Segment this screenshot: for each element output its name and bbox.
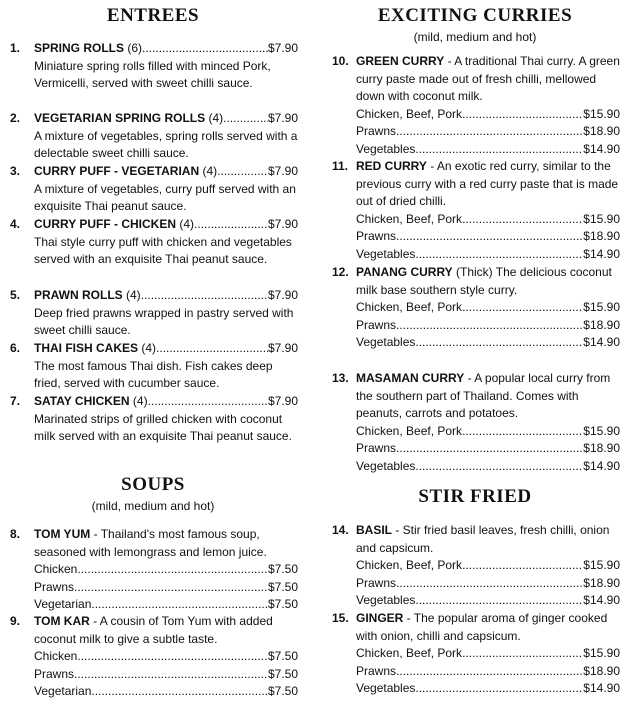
- item-price: $7.90: [267, 341, 298, 355]
- menu-item-thai-fish-cakes: [8, 340, 298, 393]
- option-price: $18.90: [583, 575, 620, 590]
- item-name: RED CURRY: [356, 159, 427, 173]
- item-name: SATAY CHICKEN: [34, 394, 130, 408]
- item-qty: (6): [127, 41, 143, 55]
- option-price: $18.90: [583, 317, 620, 332]
- option-label: Chicken, Beef, Pork: [356, 423, 463, 438]
- item-price: $7.90: [267, 394, 298, 408]
- item-name: SPRING ROLLS: [34, 41, 125, 55]
- option-label: Chicken: [34, 649, 78, 664]
- option-label: Prawns: [356, 229, 397, 244]
- menu-item-ginger: [330, 610, 620, 698]
- item-name: TOM KAR: [34, 614, 90, 628]
- option-price: $15.90: [583, 423, 620, 438]
- item-number: 11.: [332, 159, 349, 173]
- option-label: Vegetables: [356, 335, 416, 350]
- option-price: $18.90: [583, 663, 620, 678]
- menu-item-masaman-curry: [330, 370, 620, 476]
- option-label: Prawns: [356, 317, 397, 332]
- item-price: $7.90: [267, 41, 298, 55]
- item-description: A mixture of vegetables, curry puff served with an exquisite Thai peanut sauce.: [34, 181, 296, 214]
- item-name: CURRY PUFF - VEGETARIAN: [34, 164, 200, 178]
- item-number: 2.: [10, 111, 21, 125]
- item-qty: (4): [132, 394, 148, 408]
- item-number: 12.: [332, 265, 349, 279]
- item-number: 4.: [10, 217, 21, 231]
- option-price: $15.90: [583, 106, 620, 121]
- item-number: 6.: [10, 341, 21, 355]
- menu-item-curry-puff-chicken: [8, 216, 298, 269]
- option-label: Chicken, Beef, Pork: [356, 106, 463, 121]
- menu-item-satay-chicken: [8, 393, 298, 446]
- option-label: Vegetables: [356, 458, 416, 473]
- option-price: $18.90: [583, 441, 620, 456]
- item-name: TOM YUM: [34, 527, 91, 541]
- curries-title: EXCITING CURRIES: [377, 5, 573, 26]
- item-name: MASAMAN CURRY: [356, 371, 465, 385]
- option-price: $18.90: [583, 229, 620, 244]
- item-description: (Thick) The delicious coconut milk base southern style curry.: [356, 265, 612, 297]
- option-label: Chicken: [34, 562, 78, 577]
- option-price: $15.90: [583, 558, 620, 573]
- item-number: 10.: [332, 54, 349, 68]
- item-description: - The popular aroma of ginger cooked with onion, chilli and capsicum.: [356, 611, 608, 643]
- item-description: - Stir fried basil leaves, fresh chilli, onion and capsicum.: [356, 523, 610, 555]
- item-name: CURRY PUFF - CHICKEN: [34, 217, 177, 231]
- item-price: $7.90: [267, 288, 298, 302]
- item-name: GINGER: [356, 611, 404, 625]
- item-number: 8.: [10, 527, 21, 541]
- right-column: [330, 0, 620, 700]
- option-price: $7.50: [267, 562, 298, 577]
- item-number: 14.: [332, 523, 349, 537]
- option-price: $7.50: [267, 579, 298, 594]
- option-price: $7.50: [267, 649, 298, 664]
- option-label: Prawns: [34, 579, 75, 594]
- menu-item-spring-rolls: [8, 40, 298, 93]
- item-qty: (4): [202, 164, 218, 178]
- option-price: $14.90: [583, 681, 620, 696]
- menu-item-prawn-rolls: [8, 287, 298, 340]
- item-number: 15.: [332, 611, 349, 625]
- item-number: 13.: [332, 371, 349, 385]
- option-price: $15.90: [583, 211, 620, 226]
- item-price: $7.90: [267, 111, 298, 125]
- option-price: $7.50: [267, 597, 298, 612]
- item-description: Marinated strips of grilled chicken with coconut milk served with an exquisite Thai peanut sauce.: [34, 411, 292, 444]
- menu-item-red-curry: [330, 158, 620, 264]
- option-label: Chicken, Beef, Pork: [356, 558, 463, 573]
- option-price: $14.90: [583, 593, 620, 608]
- option-label: Prawns: [356, 575, 397, 590]
- item-name: BASIL: [356, 523, 392, 537]
- option-price: $14.90: [583, 246, 620, 261]
- item-description: - A traditional Thai curry. A green curry paste made out of fresh chilli, mellowed down with coconut milk.: [356, 54, 620, 104]
- item-description: Deep fried prawns wrapped in pastry served with sweet chilli sauce.: [34, 305, 294, 338]
- item-name: GREEN CURRY: [356, 54, 445, 68]
- menu-item-green-curry: [330, 53, 620, 159]
- soups-title: SOUPS: [121, 474, 185, 495]
- option-label: Chicken, Beef, Pork: [356, 300, 463, 315]
- item-qty: (4): [208, 111, 224, 125]
- item-qty: (4): [179, 217, 195, 231]
- item-description: Miniature spring rolls filled with minced Pork, Vermicelli, served with sweet chilli sauce.: [34, 58, 271, 91]
- item-number: 5.: [10, 288, 21, 302]
- item-description: - A popular local curry from the southern part of Thailand. Comes with peanuts, carrots and potatoes.: [356, 371, 611, 421]
- option-label: Chicken, Beef, Pork: [356, 211, 463, 226]
- option-label: Vegetables: [356, 246, 416, 261]
- item-description: - An exotic red curry, similar to the previous curry with a red curry paste that is made out of dried chilli.: [356, 159, 619, 209]
- left-column: [8, 0, 298, 700]
- stir-fried-title: STIR FRIED: [418, 486, 532, 507]
- option-price: $14.90: [583, 458, 620, 473]
- item-name: VEGETARIAN SPRING ROLLS: [34, 111, 206, 125]
- option-label: Prawns: [34, 666, 75, 681]
- menu-item-vegetarian-spring-rolls: [8, 110, 298, 163]
- soups-subtitle: (mild, medium and hot): [91, 499, 215, 513]
- option-price: $18.90: [583, 124, 620, 139]
- item-qty: (4): [126, 288, 141, 302]
- item-number: 3.: [10, 164, 21, 178]
- option-label: Vegetarian: [34, 684, 92, 699]
- option-price: $14.90: [583, 141, 620, 156]
- menu-item-tom-kar: [8, 613, 298, 701]
- entrees-title: ENTREES: [106, 5, 200, 26]
- menu-item-panang-curry: [330, 264, 620, 352]
- item-price: $7.90: [267, 164, 298, 178]
- option-label: Chicken, Beef, Pork: [356, 646, 463, 661]
- item-description: - Thailand's most famous soup, seasoned with lemongrass and lemon juice.: [34, 527, 267, 559]
- item-description: A mixture of vegetables, spring rolls served with a delectable sweet chilli sauce.: [34, 128, 298, 161]
- option-label: Prawns: [356, 663, 397, 678]
- option-price: $7.50: [267, 666, 298, 681]
- option-label: Vegetables: [356, 681, 416, 696]
- item-number: 1.: [10, 41, 21, 55]
- option-label: Vegetables: [356, 141, 416, 156]
- menu-item-basil: [330, 522, 620, 610]
- option-label: Vegetables: [356, 593, 416, 608]
- item-name: PANANG CURRY: [356, 265, 453, 279]
- item-name: PRAWN ROLLS: [34, 288, 123, 302]
- menu-item-tom-yum: [8, 526, 298, 614]
- item-qty: (4): [141, 341, 157, 355]
- option-price: $7.50: [267, 684, 298, 699]
- option-price: $15.90: [583, 300, 620, 315]
- item-description: The most famous Thai dish. Fish cakes deep fried, served with cucumber sauce.: [34, 358, 273, 391]
- item-price: $7.90: [267, 217, 298, 231]
- option-price: $14.90: [583, 335, 620, 350]
- item-description: Thai style curry puff with chicken and vegetables served with an exquisite Thai peanut sauce.: [34, 234, 292, 267]
- item-description: - A cousin of Tom Yum with added coconut milk to give a subtle taste.: [34, 614, 273, 646]
- option-label: Prawns: [356, 124, 397, 139]
- option-price: $15.90: [583, 646, 620, 661]
- item-number: 9.: [10, 614, 21, 628]
- item-number: 7.: [10, 394, 21, 408]
- option-label: Prawns: [356, 441, 397, 456]
- menu-item-curry-puff-vegetarian: [8, 163, 298, 216]
- option-label: Vegetarian: [34, 597, 92, 612]
- curries-subtitle: (mild, medium and hot): [413, 30, 537, 44]
- item-name: THAI FISH CAKES: [34, 341, 139, 355]
